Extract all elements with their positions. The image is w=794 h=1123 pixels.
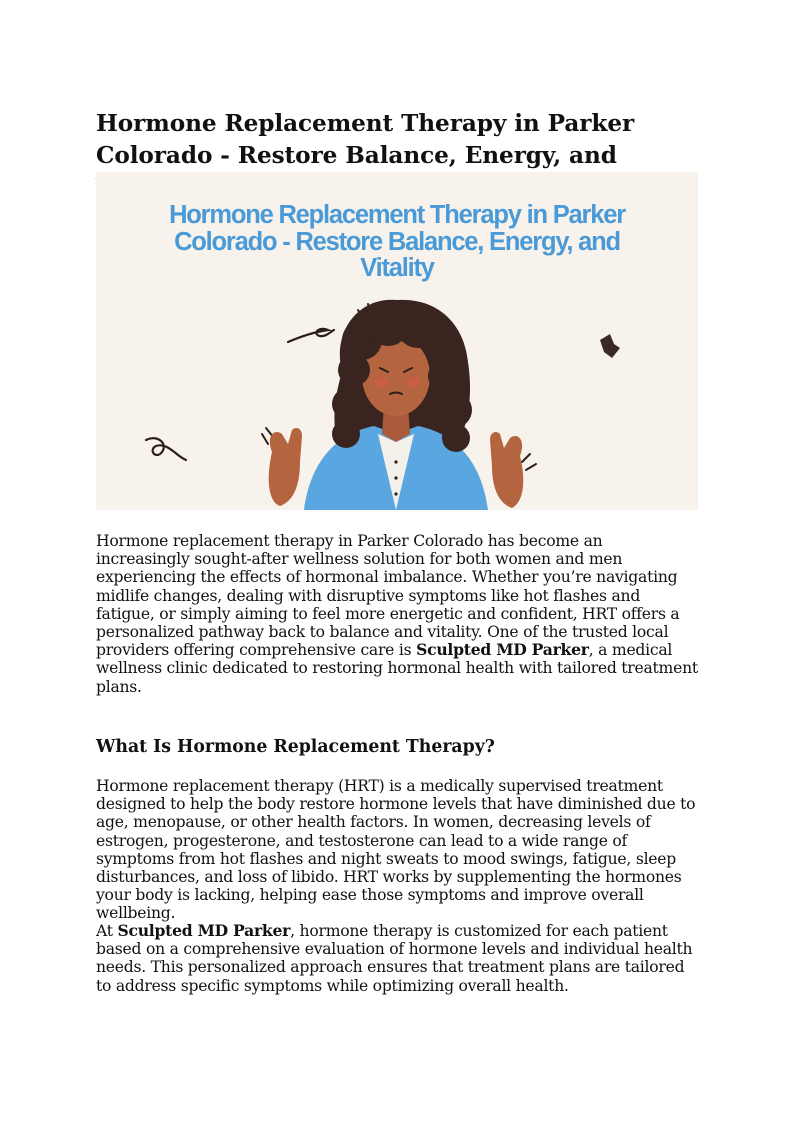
clinic-name: Sculpted MD Parker [416, 640, 589, 660]
doodle-squiggle-left [146, 438, 186, 460]
hero-title-line2: Colorado - Restore Balance, Energy, and [174, 227, 620, 256]
left-hand [269, 428, 302, 506]
page-title-line1: Hormone Replacement Therapy in Parker [96, 110, 635, 137]
hero-title-line3: Vitality [360, 254, 434, 282]
section-heading: What Is Hormone Replacement Therapy? [96, 737, 495, 757]
right-hand [490, 432, 523, 508]
body-paragraph-1: Hormone replacement therapy (HRT) is a medically supervised treatment designed to help the body restore hormone levels that have diminished due to age, menopause, or other health factors. In women, decreasing levels of estrogen, progesterone, and testosterone can lead to a wide range of symptoms from hot flashes and night sweats to mood swings, fatigue, sleep disturbances, and loss of libido. HRT works by supplementing the hormones your body is lacking, helping ease those symptoms and improve overall wellbeing. [96, 777, 696, 923]
hero-image [96, 172, 698, 510]
page-title-line2: Colorado - Restore Balance, Energy, and [96, 142, 617, 169]
clinic-name: Sculpted MD Parker [117, 921, 291, 940]
intro-paragraph: Hormone replacement therapy in Parker Colorado has become an increasingly sought-after wellness solution for both women and men experiencing the effects of hormonal imbalance. Whether you’re navigating midlife changes, dealing with disruptive symptoms like hot flashes and fatigue, or simply aiming to feel more energetic and confident, HRT offers a personalized pathway back to balance and vitality. One of the trusted local providers offering comprehensive care is Sculpted MD Parker, a medical wellness clinic dedicated to restoring hormonal health with tailored treatment plans. [96, 532, 698, 696]
body-paragraph-2: At Sculpted MD Parker, hormone therapy is customized for each patient based on a comprehensive evaluation of hormone levels and individual health needs. This personalized approach ensures that treatment plans are tailored to address specific symptoms while optimizing overall health. [96, 921, 693, 995]
doodle-shape-right [600, 334, 620, 358]
doodle-squiggle-top [288, 329, 334, 342]
woman-illustration [96, 172, 698, 510]
hero-title-line1: Hormone Replacement Therapy in Parker [169, 201, 625, 229]
